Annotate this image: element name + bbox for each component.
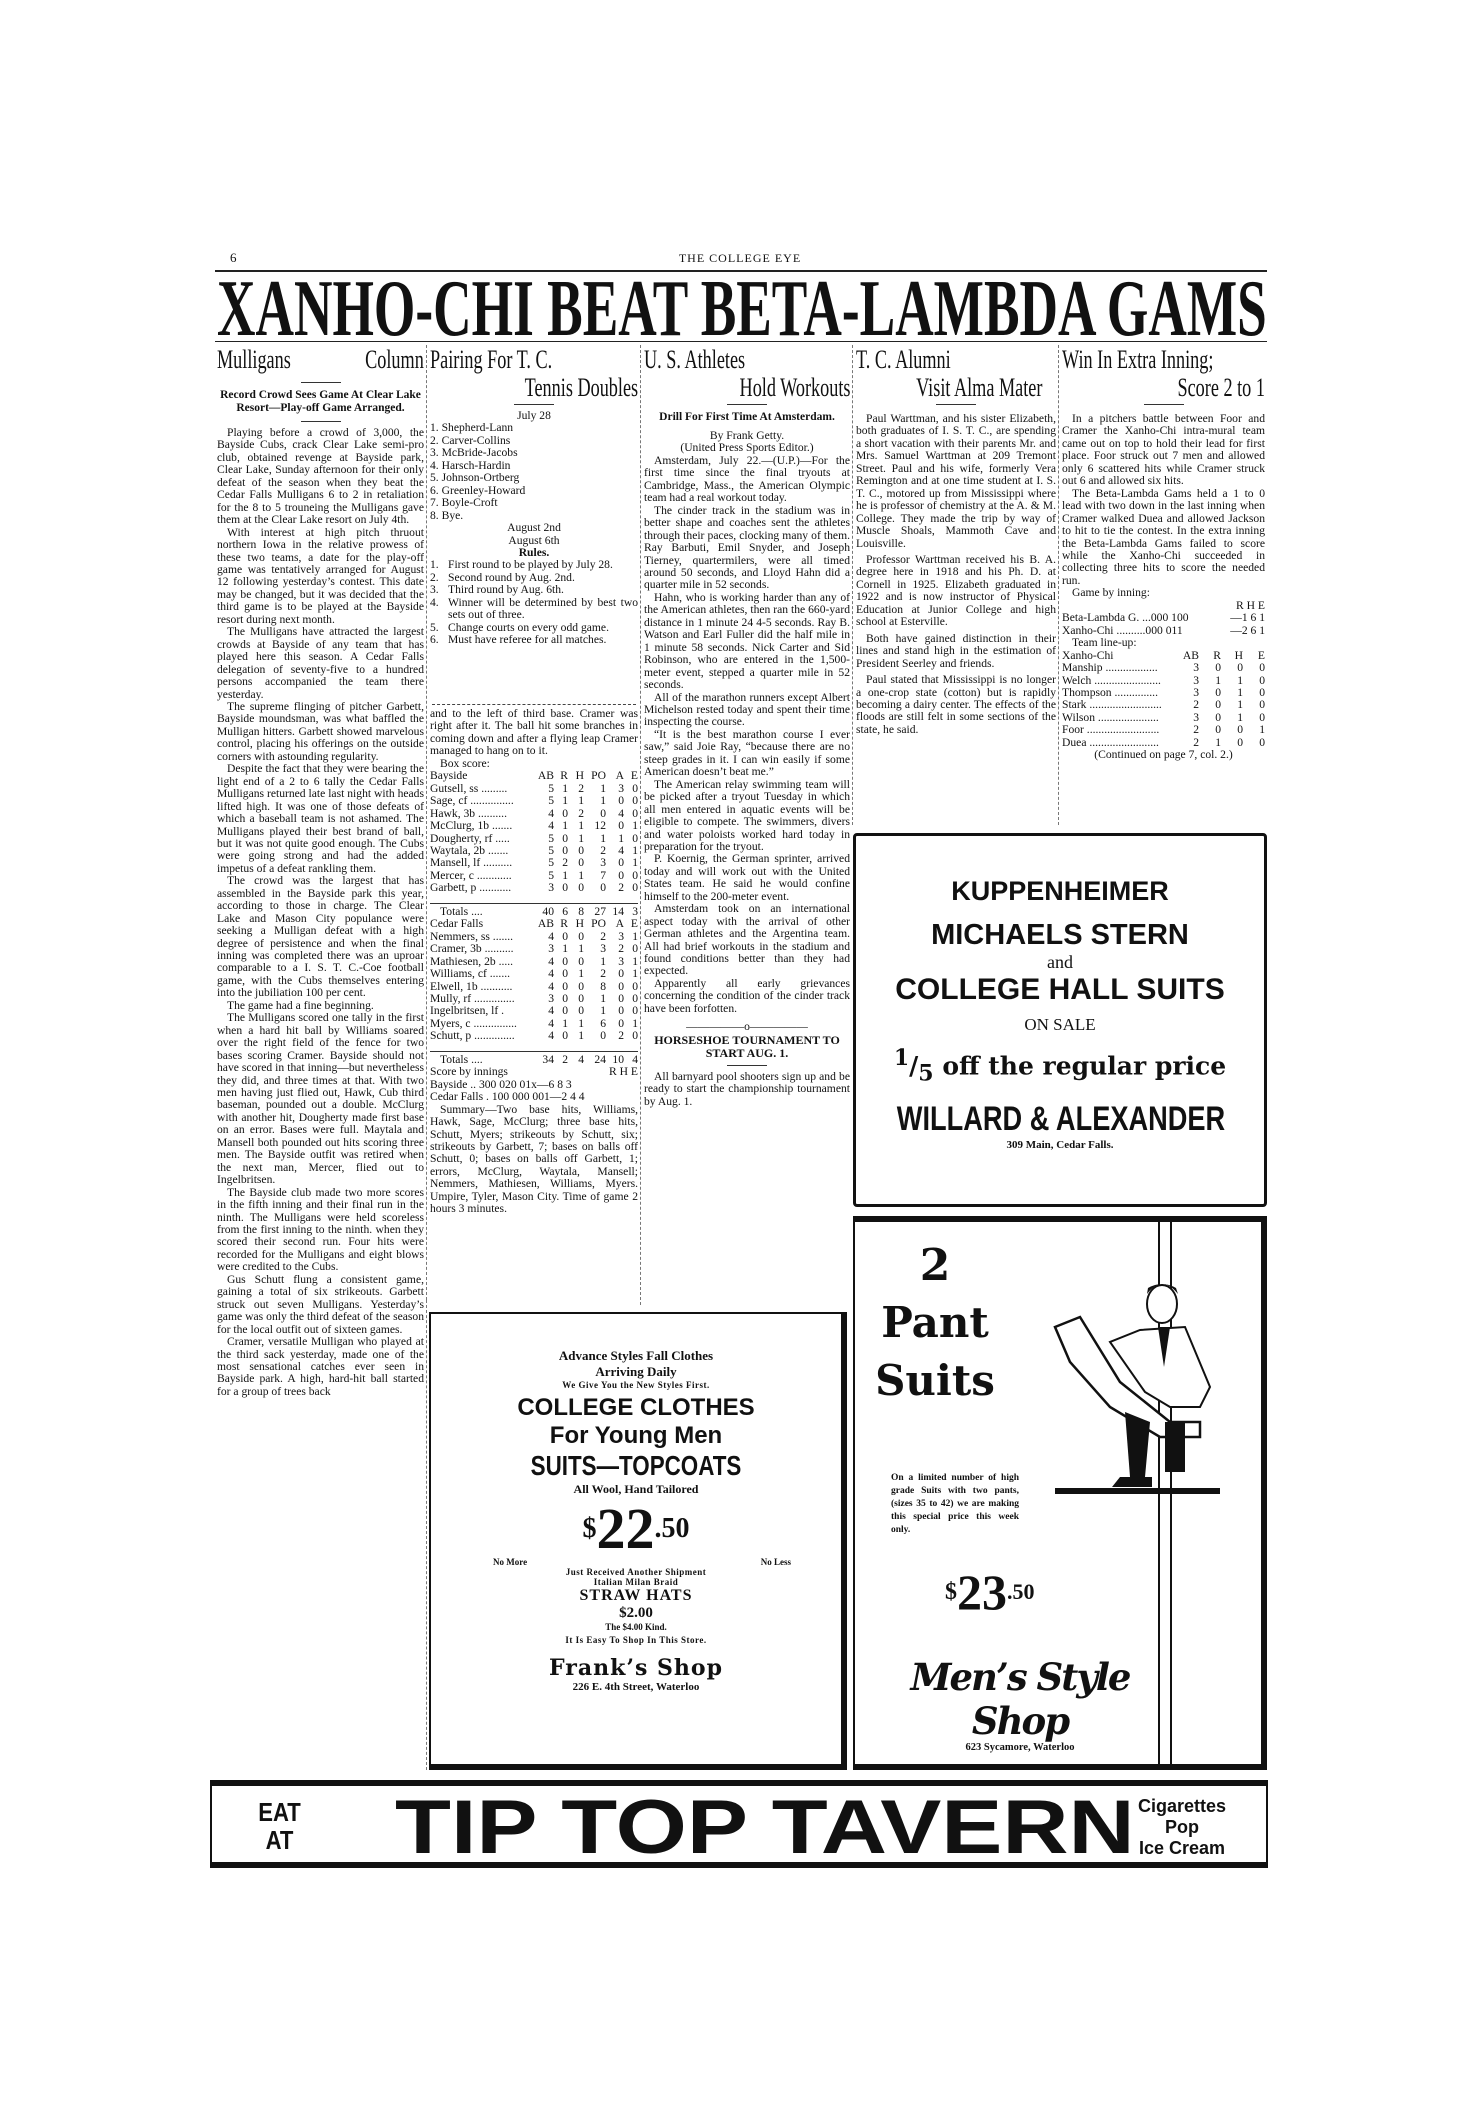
game-summary: Summary—Two base hits, Williams, Hawk, Sage, McClurg; three base hits, Schutt, Myers; strikeouts by Schutt, six; strikeouts by Garbett, 7; bases on balls off Schutt, 0; bases on balls off Garbett, 1; errors, McClurg, Waytala, Mansell; Nemmers, Mathiesen, Williams, Myers. Umpire, Tyler, Mason City. Time of game 2 hours 3 minutes. [430,1102,638,1216]
box-score-row: Garbett, p ........... 3 0 0 0 2 0 [430,881,638,895]
box-score-row: Gutsell, ss ......... 5 1 2 1 3 0 [430,781,638,795]
byline: By Frank Getty. [709,429,785,442]
man-with-trousers-illustration [1050,1272,1225,1522]
mens-style-shop-ad [853,1216,1267,1770]
horseshoe-title: HORSESHOE TOURNAMENT TO START AUG. 1. [654,1032,840,1060]
article-paragraph: Apparently all early grievances concerning the condition of the cinder track have been forfotten. [644,976,850,1015]
athletes-subhead: Drill For First Time At Amsterdam. [644,404,850,424]
divider [727,1065,767,1066]
rule-text: First round to be played by July 28. [448,558,613,572]
tavern-items: Cigarettes Pop Ice Cream [1137,1796,1227,1858]
divider [1144,404,1184,405]
alumni-title-2: Visit Alma Mater [915,373,1042,402]
box-score-row: Schutt, p .............. 4 0 1 0 2 0 [430,1029,638,1043]
article-paragraph: Amsterdam took on an international aspect today with the arrival of other German athletes and the Argentina team. All had brief workouts in the stadium and found conditions better than they had expected. [644,902,850,978]
column-divider [640,345,641,1305]
article-paragraph: The Beta-Lambda Gams held a 1 to 0 lead with two down in the last inning when Cramer walked Duea and allowed Jackson to hit to tie the contest. In the extra inning the Beta-Lambda Gams failed to score while the Xanho-Chi succeeded in collecting three hits to score the needed run. [1062,486,1265,587]
ad-line: For Young Men [549,1422,723,1449]
table-cell: 34 [542,1052,554,1066]
rule-text: Must have referee for all matches. [448,633,607,647]
lineup-row: Foor ......................... 2 0 0 1 [1062,723,1265,737]
table-cell: 4 [578,1052,584,1066]
table-cell: E [630,917,638,931]
lineup-row: Wilson ..................... 3 0 1 0 [1062,710,1265,724]
ad-line: We Give You the New Styles First. [562,1380,710,1390]
box-score-row: Myers, c ............... 4 1 1 6 0 1 [430,1016,638,1030]
box-score-row: Nemmers, ss ....... 4 0 0 2 3 1 [430,929,638,943]
rule-number: 2. [430,570,439,584]
rule-number: 6. [430,633,439,647]
tennis-date: July 28 [517,409,551,422]
rule-text: Change courts on every odd game. [448,620,609,634]
store-address: 226 E. 4th Street, Waterloo [572,1681,700,1693]
headline-rule [215,341,1267,342]
pairing-item: 8. Bye. [430,508,464,522]
tennis-title-1: Pairing For T. C. [430,346,553,374]
article-paragraph: In a pitchers battle between Foor and Cramer the Xanho-Chi intra-mural team came out on top to hold their lead for first place. Foor struck out 7 men and allowed only 6 scattered hits while Cramer struck out 6 and allowed six hits. [1062,412,1265,488]
lineup-header [1062,650,1265,662]
round-date: August 6th [508,533,560,547]
article-paragraph: Despite the fact that they were bearing the light end of a 2 to 6 tally the Cedar Falls Mulligans returned late last night with heads lifted high. It was one of those defeats of which a baseball team is not ashamed. The Mulligans played their best brand of ball, but it was not quite good enough. The Cubs were going strong and had the added impetus of a defeat rankling them. [217,762,424,875]
divider [514,404,554,405]
ad-line: Advance Styles Fall Clothes [558,1348,714,1363]
extra-inning-title-1: Win In Extra Inning; [1062,346,1214,374]
table-cell: H [575,769,584,783]
headline-suits: Suits [875,1356,995,1405]
tennis-article [430,404,638,702]
line-score-row: Beta-Lambda G. ...000 100 —1 6 1 [1062,611,1265,625]
box-score-row: Sage, cf ............... 5 1 1 1 0 0 [430,794,638,808]
pairing-item: 7. Boyle-Croft [430,496,498,510]
box-score-row: Elwell, 1b ........... 4 0 0 8 0 0 [430,979,638,993]
inning-score-row: Bayside .. 300 020 01x—6 8 3 [430,1077,572,1091]
store-address: 623 Sycamore, Waterloo [965,1742,1075,1753]
store-name: Frank’s Shop [549,1655,723,1681]
table-cell: PO [591,769,606,783]
column-divider [426,345,427,1300]
lineup-row: Thompson ............... 3 0 1 0 [1062,685,1265,699]
rhe-header: R H E [1236,598,1265,612]
pairing-item: 6. Greenley-Howard [430,483,526,497]
fraction-numerator: 1 [893,1045,910,1071]
table-cell: Totals .... [440,905,483,918]
headline-pant: Pant [881,1298,989,1347]
store-name-script: Men’s Style Shop [910,1655,1130,1743]
section-rule [432,704,636,705]
box-score-row: Dougherty, rf ..... 5 0 1 1 1 0 [430,831,638,845]
ad-offer: $^1/_5$ off the regular price [893,1045,1227,1087]
table-cell: 14 [612,904,624,918]
box-score-row: Williams, cf ....... 4 0 1 2 0 1 [430,967,638,981]
tennis-title-2: Tennis Doubles [524,373,638,402]
tavern-name: TIP TOP TAVERN [395,1785,1135,1870]
article-paragraph: Paul Warttman, and his sister Elizabeth, both graduates of I. S. T. C., are spending a short vacation with their parents Mr. and Mrs. Samuel Warttman at 209 Tremont Street. Paul and his wife, formerly Vera Remington and at one time student at I. S. T. C., motored up from Mississippi where he is professor of chemistry at the A. & M. College. They made the trip by way of Muscle Shoals, Mammoth Cave and Louisville. [856,412,1056,550]
ad-line: SUITS—TOPCOATS [530,1450,742,1481]
divider [936,404,976,405]
article-paragraph: The cinder track in the stadium was in better shape and coaches sent the athletes through their paces, clocking many of them. Ray Barbuti, Emil Snyder, and Joseph Tierney, quartermilers, were all timed around 50 seconds, and Lloyd Hahn did a quarter mile in 52 seconds. [644,503,850,592]
pairing-item: 4. Harsch-Hardin [430,458,511,472]
table-cell: 3 [632,904,638,918]
table-cell: A [615,917,624,931]
box-score-row: Cramer, 3b .......... 3 1 1 3 2 0 [430,942,638,956]
table-cell: 4 [632,1052,638,1066]
horseshoe-divider: —————o————— [686,1020,808,1034]
box-score-label: Box score: [440,756,490,770]
column-divider [852,345,853,825]
divider [301,421,341,422]
rule-item [430,584,638,596]
suit-price: $^{\$}23^{.50}$ [945,1564,1035,1620]
table-cell: 10 [612,1052,624,1066]
ad-line: It Is Easy To Shop In This Store. [565,1635,707,1645]
lineup-row: Manship .................. 3 0 0 0 [1062,661,1265,675]
ad-description: On a limited number of high grade Suits with two pants, (sizes 35 to 42) we are making this special price this week only. [891,1473,1019,1535]
mulligans-heading [217,346,424,380]
cedar-falls-totals [430,1051,638,1066]
table-cell: 6 [562,904,568,918]
pairing-item: 5. Johnson-Ortberg [430,471,520,485]
ad-line: KUPPENHEIMER [951,876,1169,906]
rule-number: 3. [430,583,439,597]
ad-line: Arriving Daily [595,1364,677,1379]
article-paragraph: Hahn, who is working harder than any of the American athletes, then ran the 660-yard distance in 1 minute 24 4-5 seconds. Ray B. Watson and Earl Fuller did the half mile in 1 minute 58 seconds. Nick Carter and Sid Robinson, who are entered in the 1,500-meter event, stepped a quarter mile in 52 seconds. [644,590,850,692]
score-by-innings-header: Score by innings R H E [430,1065,638,1079]
extra-inning-title-2: Score 2 to 1 [1177,373,1265,402]
suit-price: $^{\$}22^{.50}$ [582,1496,690,1561]
box-score-row: Mercer, c ............ 5 1 1 7 0 0 [430,868,638,882]
rule-item [430,634,638,646]
byline-role: (United Press Sports Editor.) [680,441,814,455]
article-paragraph: Both have gained distinction in their lines and stand high in the estimation of President Seerley and friends. [856,631,1056,670]
table-cell: A [615,769,624,783]
pairing-item: 1. Shepherd-Lann [430,421,514,435]
table-cell: 27 [594,904,606,918]
box-score-row: Mansell, lf .......... 5 2 0 3 0 1 [430,856,638,870]
inning-score-row: Cedar Falls . 100 000 001—2 4 4 [430,1090,585,1104]
table-cell: AB [537,917,554,931]
article-paragraph: Gus Schutt flung a consistent game, gaining a total of six strikeouts. Garbett struck out seven Mulligans. Yesterday’s game was only the third defeat of the season for the local outfit out of sixteen games. [217,1272,424,1336]
table-cell: E [1257,648,1265,662]
rule-number: 1. [430,558,439,572]
table-cell: R [1213,648,1221,662]
extra-inning-article [1062,404,1265,824]
ad-line: MICHAELS STERN [931,919,1189,951]
store-address: 309 Main, Cedar Falls. [1006,1139,1114,1152]
offer-text: off the regular price [942,1051,1227,1081]
article-paragraph: Cramer, versatile Mulligan who played at the third sack yesterday, made one of the most sensational catches ever seen in Bayside park. A high, hard-hit ball started for a group of trees back [217,1335,424,1398]
ad-line: STRAW HATS [579,1587,693,1604]
article-paragraph: The American relay swimming team will be picked after a tryout Tuesday in which all men entered in aquatic events will be eligible to compete. The swimmers, divers and water poloists worked hard today in preparation for the tryout. [644,777,850,853]
tavern-name-wrap [332,1785,1135,1870]
alumni-article [856,404,1056,824]
article-paragraph: All of the marathon runners except Albert Michelson rested today and spent their time inspecting the course. [644,690,850,729]
lineup-row: Welch ....................... 3 1 1 0 [1062,673,1265,687]
store-name: WILLARD & ALEXANDER [896,1100,1226,1139]
page-headline: XANHO-CHI BEAT BETA-LAMBDA GAMS [217,265,1267,353]
line-score-row: Xanho-Chi ..........000 011 —2 6 1 [1062,623,1265,637]
table-cell: R [560,917,568,931]
paper-name: THE COLLEGE EYE [678,251,802,265]
hat-price: $2.00 [619,1605,653,1621]
table-cell: Totals .... [440,1053,483,1066]
athletes-title-2: Hold Workouts [739,373,850,402]
mulligans-title-column: Column [365,346,424,374]
ad-line: ON SALE [1024,1015,1096,1034]
box-score-row: Mathiesen, 2b ..... 4 0 0 1 3 1 [430,954,638,968]
article-paragraph: The Mulligans have attracted the largest crowds at Bayside of any team that has played here this season. A Cedar Falls delegation of seventy-five to a hundred persons accompanied the team there yesterday. [217,625,424,701]
table-cell: E [630,769,638,783]
article-paragraph: The Mulligans scored one tally in the first when a hard hit ball by Williams soared over the right field of the fence for two bases scoring Cramer. Bayside should not have scored in that inning—but nevertheless they did, and three times at that. With two men having just flied out, Hawk, Cub third baseman, pounded out a double. McClurg with another hit, Dougherty made first base on an error. Bases were full. Maytala and Mansell both pounded out hits scoring three men. The Bayside outfit was retired when the next man, Mercer, flied out to Ingelbritsen. [217,1011,424,1187]
lineup-row: Duea ........................ 2 1 0 0 [1062,735,1265,749]
eat-at-label: EAT AT [258,1797,301,1855]
article-paragraph: P. Koernig, the German sprinter, arrived today and will work out with the United States team. He said he would confine himself to the 200-meter event. [644,852,850,903]
table-cell: Bayside [430,770,468,783]
ad-line: COLLEGE CLOTHES [517,1394,755,1421]
box-score-row: Ingelbritsen, lf . 4 0 0 1 0 0 [430,1004,638,1018]
article-paragraph: Playing before a crowd of 3,000, the Bayside Cubs, crack Clear Lake semi-pro club, obtained revenge at Bayside park, Clear Lake, Sunday afternoon for their only defeat of the season when they beat the Cedar Falls Mulligans 6 to 2 in retaliation for the 8 to 5 trouneing the Mulligans gave them at the Clear Lake resort on July 4th. [217,426,424,527]
box-score-row: Hawk, 3b .......... 4 0 2 0 4 0 [430,806,638,820]
rule-text: Winner will be determined by best two sets out of three. [448,595,638,622]
table-cell: R [560,769,568,783]
table-cell: 40 [542,904,554,918]
continued-note: (Continued on page 7, col. 2.) [1094,748,1233,762]
table-cell: PO [591,917,606,931]
willard-alexander-ad [853,833,1267,1207]
extra-inning-heading [1062,346,1265,404]
article-paragraph: With interest at high pitch thruout northern Iowa in the relative prowess of these two teams, a date for the play-off game was tentatively arranged for August 12 following yesterday’s contest. This date may be changed, but it was decided that the third game is to be played at the Bayside resort during next month. [217,525,424,626]
article-paragraph: The supreme flinging of pitcher Garbett, Bayside moundsman, was what baffled the Mulligan hitters. Garbett showed marvelous control, placing his offerings on the outside corners with astounding regularity. [217,699,424,763]
box-score-section [430,708,638,1268]
athletes-title-1: U. S. Athletes [644,346,746,374]
table-cell: 2 [562,1052,568,1066]
alumni-heading [856,346,1056,404]
table-cell: 8 [578,904,584,918]
horseshoe-paragraph: All barnyard pool shooters sign up and be ready to start the championship tournament by Aug. 1. [644,1069,850,1108]
cedar-falls-header [430,918,638,930]
bayside-header [430,770,638,782]
article-paragraph: The game had a fine beginning. [227,998,374,1012]
article-paragraph: The Bayside club made two more scores in the fifth inning and their final run in the ninth. The Mulligans were held scoreless from the first inning to the ninth. when they scored their second run. Four hits were recorded for the Mulligans and eight blows were credited to the Cubs. [217,1185,424,1274]
headline-wrap [217,265,1267,353]
rule-text: Third round by Aug. 6th. [448,583,564,597]
table-cell: AB [537,769,554,783]
ad-line: COLLEGE HALL SUITS [895,973,1225,1006]
price-note: No More No Less [493,1557,791,1567]
bayside-totals [430,903,638,918]
game-by-inning-label: Game by inning: [1072,586,1150,600]
table-cell: 24 [594,1052,606,1066]
ad-line: Just Received Another Shipment [565,1567,707,1577]
article-paragraph: The crowd was the largest that has assembled in the Bayside park this year, according to those in charge. The Clear Lake and Mason City populance were seeking a Mulligan defeat with a high degree of persistence and when the final inning was completed there was an uproar comparable to a I. S. T. C.-Coe football game, with the Cubs themselves entering into the jubiliation 100 per cent. [217,874,424,1000]
rule-item [430,597,638,622]
article-paragraph: Paul stated that Mississippi is no longer a one-crop state (cotton) but is rapidly becoming a dairy center. The effects of the floods are still felt in some sections of the state, he said. [856,673,1056,736]
article-paragraph: Amsterdam, July 22.—(U.P.)—For the first time since the final tryouts at Cambridge, Mass., the American Olympic team had a real workout today. [644,453,850,505]
column-divider [1058,345,1059,825]
rule-number: 4. [430,595,439,609]
article-paragraph: Professor Warttman received his B. A. degree here in 1918 and his Ph. D. at Cornell in 1925. Elizabeth graduated in 1922 and is now instructor of Physical Education at Junior College and high school at Esterville. [856,552,1056,629]
table-cell: Cedar Falls [430,918,484,931]
rule-number: 5. [430,620,439,634]
franks-shop-ad [429,1312,847,1770]
tip-top-tavern-ad [210,1780,1268,1868]
ad-line: and [1047,952,1073,972]
table-cell: Xanho-Chi [1062,649,1114,662]
mulligans-subhead: Record Crowd Sees Game At Clear Lake Resort—Play-off Game Arranged. [217,382,424,415]
article-paragraph: “It is the best marathon course I ever saw,” said Joie Ray, “because there are no steep grades in it. I can win easily if some American doesn’t beat me.” [644,727,850,779]
box-score-row: Mully, rf .............. 3 0 0 1 0 0 [430,991,638,1005]
column-divider [426,1300,427,1770]
lineup-label: Team line-up: [1072,636,1137,650]
page-number: 6 [230,250,237,265]
rules-title: Rules. [518,545,550,559]
rule-text: Second round by Aug. 2nd. [448,570,575,584]
tennis-heading [430,346,638,404]
lineup-row: Stark ......................... 2 0 1 0 [1062,698,1265,712]
athletes-heading [644,346,850,404]
article-continued: and to the left of third base. Cramer was right after it. The ball hit some branches in coming down and after a flying leap Cramer managed to hang on to it. [430,708,638,758]
headline-2: 2 [919,1240,951,1291]
athletes-article [644,400,850,1310]
box-score-row: Waytala, 2b ....... 5 0 0 2 4 1 [430,843,638,857]
table-cell: H [1234,648,1243,662]
ad-line: All Wool, Hand Tailored [573,1482,699,1496]
mulligans-title: Mulligans [217,346,291,374]
mulligans-article [217,378,424,1770]
pairing-item: 3. McBride-Jacobs [430,446,518,460]
ad-line: Italian Milan Braid [593,1577,679,1587]
ad-line: The $4.00 Kind. [605,1622,667,1632]
box-score-row: McClurg, 1b ....... 4 1 1 12 0 1 [430,819,638,833]
table-cell: AB [1182,648,1199,662]
pairing-item: 2. Carver-Collins [430,433,511,447]
fraction-denominator: 5 [918,1060,934,1087]
round-date: August 2nd [507,521,561,535]
table-cell: H [575,917,584,931]
alumni-title-1: T. C. Alumni [856,346,951,374]
